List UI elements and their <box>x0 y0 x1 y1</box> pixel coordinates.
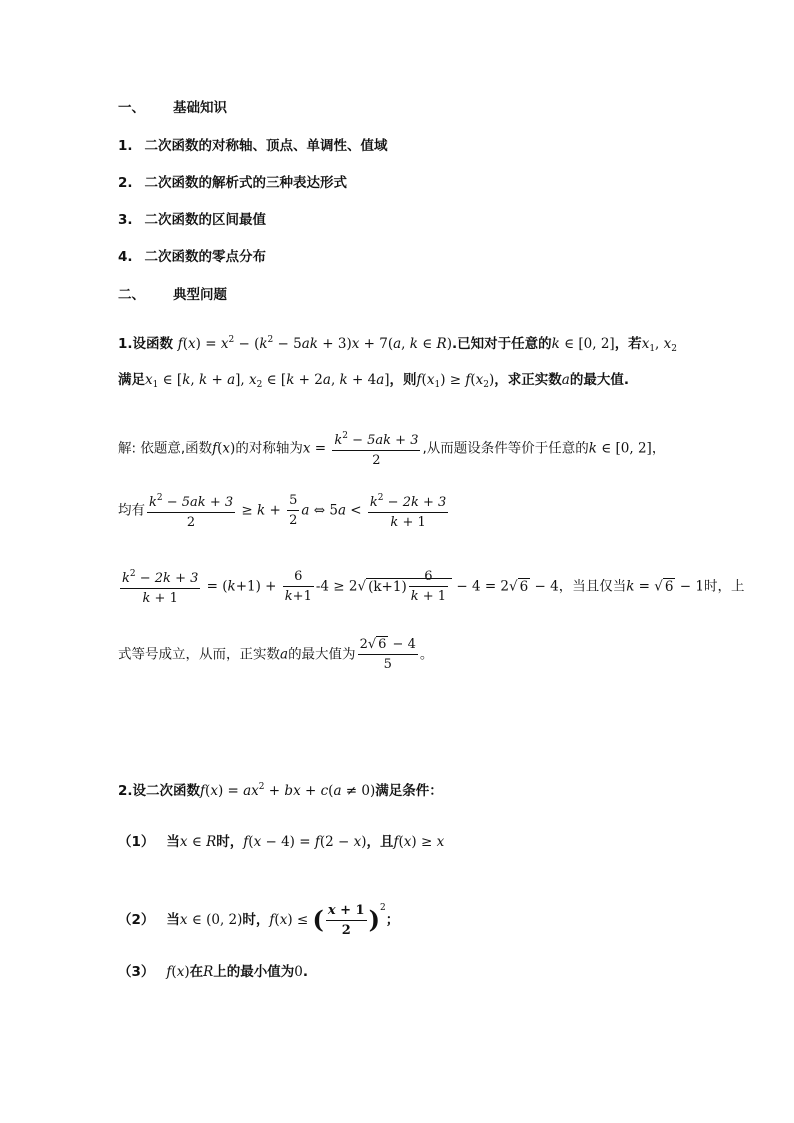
solution-lead: 解: 依题意,函数 <box>118 440 213 457</box>
fraction: $\frac{2√ 6 - 4}{5}$ <box>359 637 416 672</box>
condition-text: 当 <box>166 834 180 850</box>
list-item-text: 二次函数的零点分布 <box>144 249 267 265</box>
list-item-text: 二次函数的区间最值 <box>144 212 267 228</box>
solution-axis-text: 的对称轴为 <box>235 440 303 457</box>
list-item-number: 3. <box>118 212 133 228</box>
fraction: $\frac{6}{k+1}$ <box>284 569 312 604</box>
solution-condition: ,从而题设条件等价于任意的 <box>422 440 589 457</box>
section-number: 一、 <box>118 100 145 116</box>
condition-label: （1） <box>118 834 155 850</box>
list-item-text: 二次函数的对称轴、顶点、单调性、值域 <box>144 138 388 154</box>
formula: f <box>177 336 183 352</box>
fraction: $\frac{k^2 - 5ak + 3}{2}$ <box>147 490 235 531</box>
condition-text: 上的最小值为 <box>213 964 295 980</box>
list-item-number: 2. <box>118 175 133 191</box>
condition-1: （1） 当x ∈ R时，f(x − 4) = f(2 − x)，且f(x) ≥ x <box>118 834 445 850</box>
fraction: $\frac{k^2 - 2k + 3}{k + 1}$ <box>368 490 448 531</box>
problem-2-lead: 2.设二次函数 <box>118 783 201 799</box>
condition-text: 时， <box>216 834 244 850</box>
solution-equality-text-2: 时，上 <box>703 578 745 595</box>
section-title: 典型问题 <box>173 287 227 303</box>
problem-1-ask-end: 的最大值. <box>569 372 629 388</box>
list-item <box>118 247 266 267</box>
fraction: $\frac{5}{2}$ <box>289 493 298 528</box>
solution-comma: ， <box>651 440 666 457</box>
section-title: 基础知识 <box>173 100 227 116</box>
list-item <box>118 173 347 193</box>
section-heading-2 <box>118 285 227 305</box>
fraction: $\frac{k^2 - 2k + 3}{k + 1}$ <box>120 566 200 607</box>
problem-2-line-1: 2.设二次函数$f(x) = ax^2$ + bx + c(a ≠ 0)满足条件： <box>118 782 443 799</box>
fraction: $\frac{k^2 - 5ak + 3}{2}$ <box>332 428 420 469</box>
solution-conclusion-b: 的最大值为 <box>288 646 356 663</box>
list-item-number: 1. <box>118 138 133 154</box>
condition-3: （3） f(x)在R上的最小值为0. <box>118 964 308 980</box>
list-item-number: 4. <box>118 249 133 265</box>
condition-label: （2） <box>118 912 155 928</box>
list-item-text: 二次函数的解析式的三种表达形式 <box>144 175 348 191</box>
condition-end: ； <box>385 912 400 928</box>
problem-1-line-2: 满足$x_1$ ∈ [k, k + a], $x_2$ ∈ [k + 2a, k + 4a]，则$f(x_1) \ge f(x_2)$，求正实数a的最大值. <box>118 372 629 390</box>
problem-1-satisfy: 满足 <box>118 372 145 388</box>
problem-1-ask: ，求正实数 <box>494 372 562 388</box>
solution-line-4: 式等号成立，从而，正实数a的最大值为 $\frac{2√ 6 - 4}{5}$ 。 <box>118 637 434 672</box>
list-item <box>118 136 388 156</box>
condition-2: （2） 当x ∈ (0, 2)时，f(x) ≤ ( $\frac{x + 1}{2}$ )$^2$； <box>118 902 400 938</box>
condition-text: 时， <box>242 912 270 928</box>
problem-1-if: ，若 <box>614 336 642 352</box>
fraction: $\frac{x + 1}{2}$ <box>327 902 365 938</box>
condition-end: . <box>302 964 308 980</box>
solution-conclusion: 式等号成立，从而，正实数 <box>118 646 280 663</box>
condition-text: 当 <box>166 912 180 928</box>
problem-1-known: .已知对于任意的 <box>451 336 552 352</box>
solution-period: 。 <box>419 646 434 663</box>
solution-equality-text: ，当且仅当 <box>558 578 627 595</box>
problem-1-then: ，则 <box>389 372 417 388</box>
section-number: 二、 <box>118 287 145 303</box>
problem-1-lead: 1.设函数 <box>118 336 174 352</box>
solution-line-3: $\frac{k^2 - 2k + 3}{k + 1}$ = (k+1) + $\frac{6}{k+1}$ -4 ≥ 2√ (k+1) $\frac{6}{k + 1}$ − 4 = 2√ 6 − 4，当且仅当k = √ 6 − 1时，上 <box>118 566 744 607</box>
list-item <box>118 210 266 230</box>
square-root: (k+1) $\frac{6}{k + 1}$ <box>366 578 452 595</box>
section-heading-1 <box>118 98 227 118</box>
condition-text: 在 <box>189 964 204 980</box>
condition-text: ，且 <box>366 834 394 850</box>
solution-all-have: 均有 <box>118 502 145 519</box>
problem-1-line-1: 1.设函数 $f(x) = x^2 - (k^2 - 5ak + 3)x + 7(a$, k ∈ R).已知对于任意的k ∈ [0, 2]，若$x_1$, $x_2$ <box>118 335 677 354</box>
solution-line-2: 均有 $\frac{k^2 - 5ak + 3}{2}$ ≥ k + $\frac{5}{2}$ a ⇔ 5a < $\frac{k^2 - 2k + 3}{k + 1}$ <box>118 490 450 531</box>
condition-label: （3） <box>118 964 155 980</box>
solution-line-1: 解: 依题意,函数f(x)的对称轴为x = $\frac{k^2 - 5ak + 3}{2}$ ,从而题设条件等价于任意的k ∈ [0, 2]， <box>118 428 665 469</box>
problem-2-tail: 满足条件： <box>375 783 443 799</box>
